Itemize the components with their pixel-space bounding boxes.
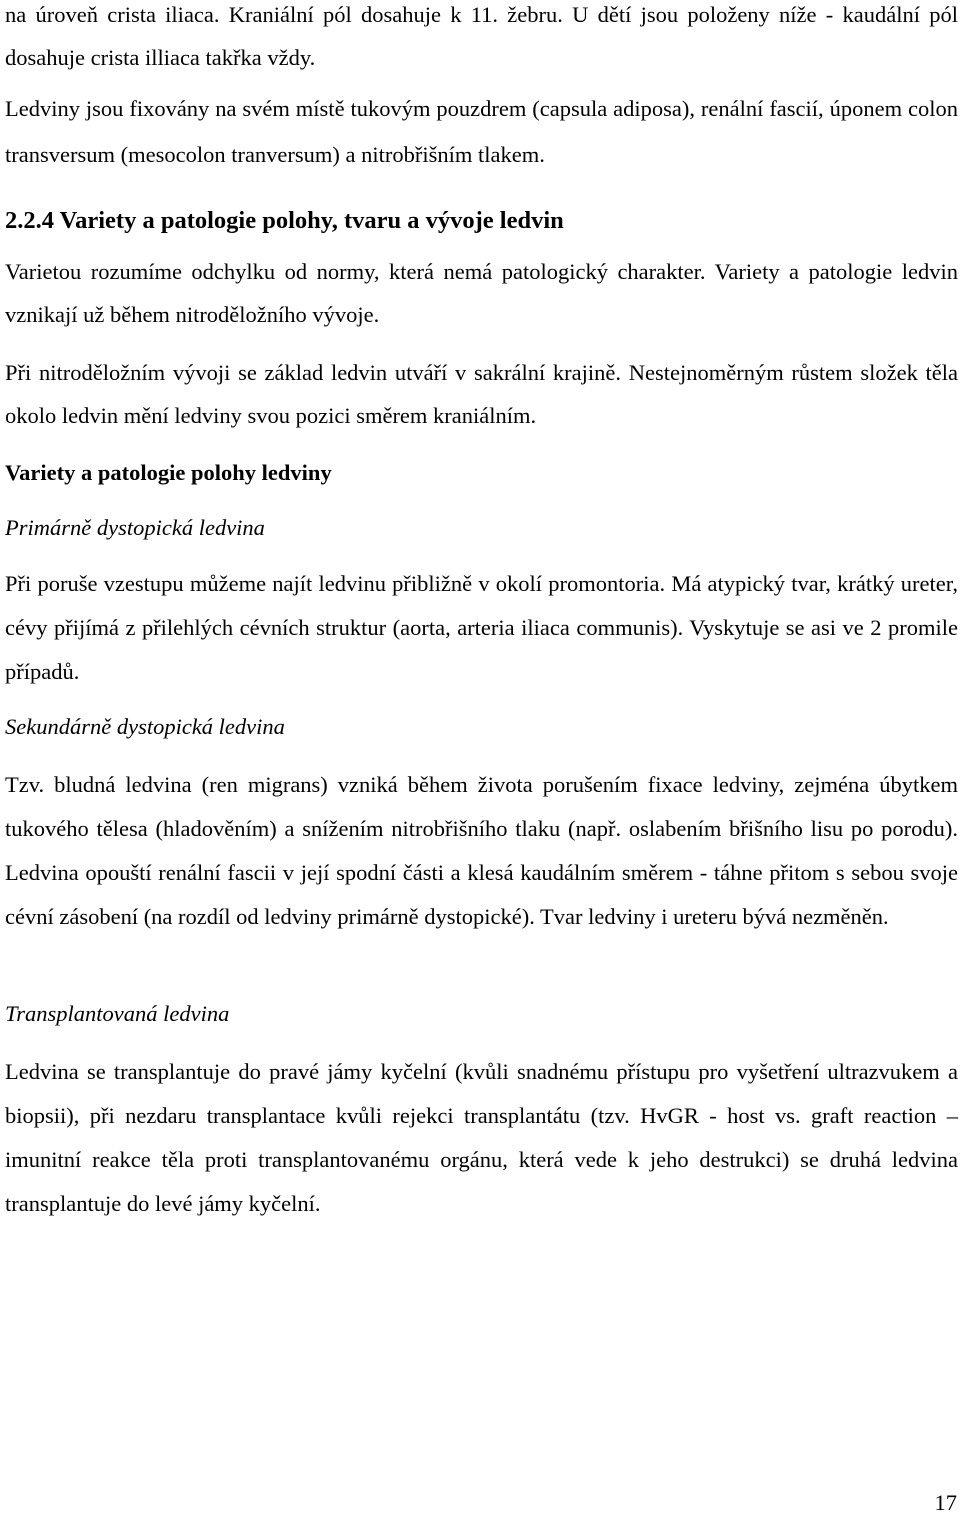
transplanted-kidney-title: Transplantovaná ledvina [5,1001,230,1026]
secondary-dystopic-text: Tzv. bludná ledvina (ren migrans) vzniká během života porušením fixace ledviny, zejména úbytkem tukového tělesa (hladověním) a snížením nitrobřišního tlaku (např. oslabením břišního lisu po porodu). Ledvina opouští renální fascii v její spodní části a klesá kaudálním směrem - táhne přitom s sebou svoje cévní zásobení (na rozdíl od ledviny primárně dystopické). Tvar ledviny i ureteru bývá nezměněn. [5,772,958,929]
paragraph-intro: na úroveň crista iliaca. Kraniální pól dosahuje k 11. žebru. U dětí jsou položeny níže - kaudální pól dosahuje crista illiaca takřka vždy. [5,2,958,70]
paragraph-variety-definition: Varietou rozumíme odchylku od normy, která nemá patologický charakter. Variety a patologie ledvin vznikají už během nitroděložního vývoje. [5,259,958,327]
secondary-dystopic-title: Sekundárně dystopická ledvina [5,714,285,739]
paragraph-development: Při nitroděložním vývoji se základ ledvin utváří v sakrální krajině. Nestejnoměrným růstem složek těla okolo ledvin mění ledviny svou pozici směrem kraniálním. [5,360,958,428]
subheading-position: Variety a patologie polohy ledviny [5,460,332,485]
section-heading: 2.2.4 Variety a patologie polohy, tvaru a vývoje ledvin [5,207,564,234]
paragraph-fixation: Ledviny jsou fixovány na svém místě tukovým pouzdrem (capsula adiposa), renální fascií, úponem colon transversum (mesocolon tranversum) a nitrobřišním tlakem. [5,96,958,167]
transplanted-kidney-text: Ledvina se transplantuje do pravé jámy kyčelní (kvůli snadnému přístupu pro vyšetření ultrazvukem a biopsii), při nezdaru transplantace kvůli rejekci transplantátu (tzv. HvGR - host vs. graft reaction – imunitní reakce těla proti transplantovanému orgánu, která vede k jeho destrukci) se druhá ledvina transplantuje do levé jámy kyčelní. [5,1059,958,1216]
primary-dystopic-text: Při poruše vzestupu můžeme najít ledvinu přibližně v okolí promontoria. Má atypický tvar, krátký ureter, cévy přijímá z přilehlých cévních struktur (aorta, arteria iliaca communis). Vyskytuje se asi ve 2 promile případů. [5,571,958,684]
page-number: 17 [934,1490,957,1515]
primary-dystopic-title: Primárně dystopická ledvina [5,515,265,540]
